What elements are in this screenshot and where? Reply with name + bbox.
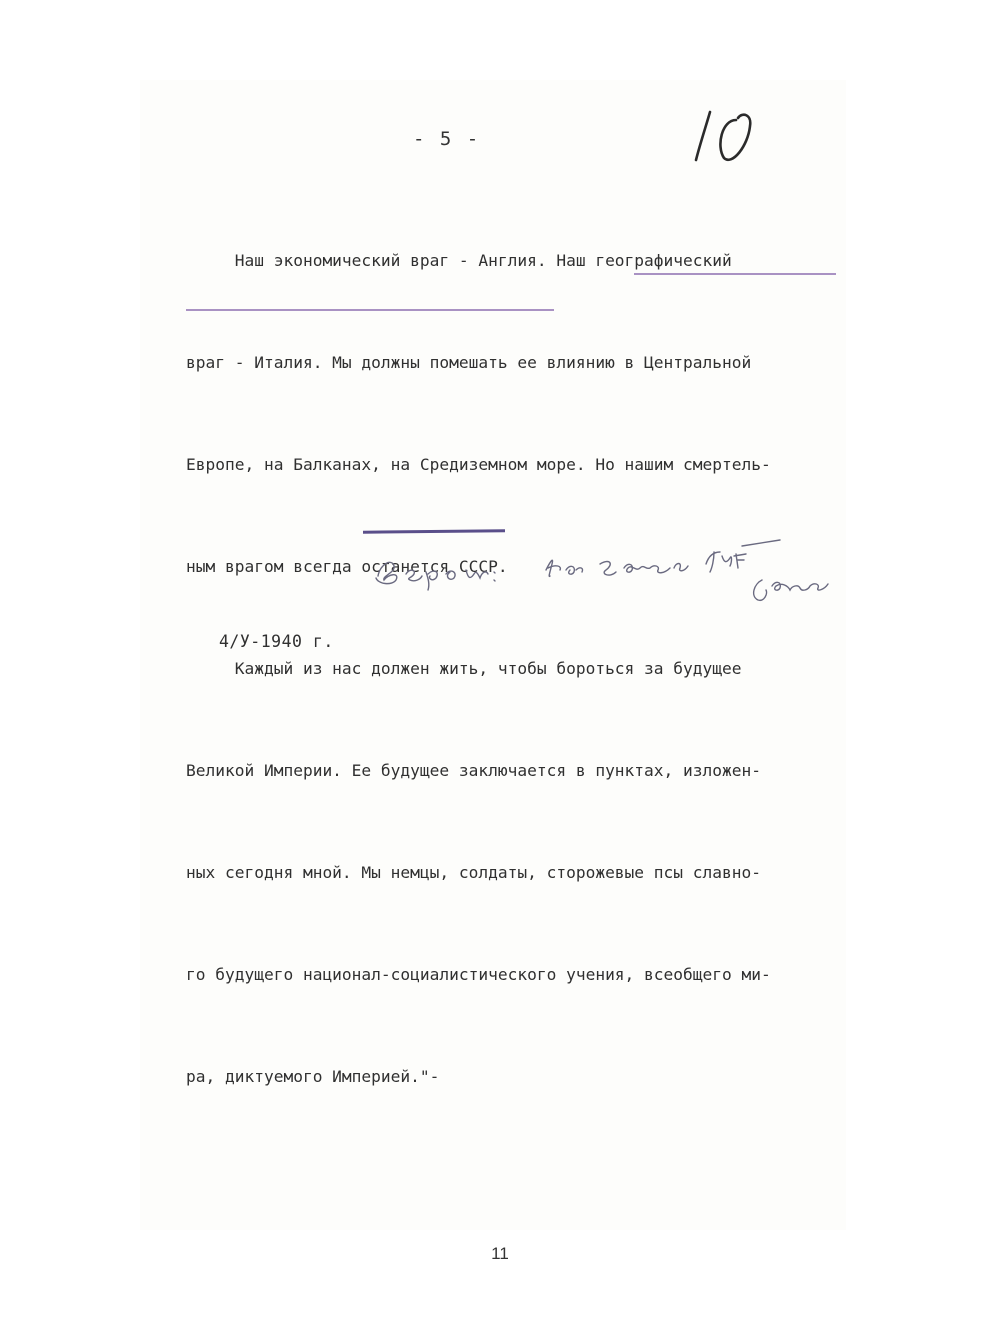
text-line: Каждый из нас должен жить, чтобы бороться за будущее [186, 659, 742, 678]
text-line: ных сегодня мной. Мы немцы, солдаты, сторожевые псы славно- [186, 863, 761, 882]
text-line: Европе, на Балканах, на Средиземном море. Но нашим смертель- [186, 455, 771, 474]
handwritten-sheet-number [692, 106, 762, 166]
document-date: 4/У-1940 г. [219, 632, 334, 651]
text-line: враг - Италия. Мы должны помешать ее влиянию в Центральной [186, 353, 752, 372]
footer-page-number: 11 [491, 1244, 509, 1263]
signature-handwriting [370, 534, 850, 614]
text-line: ра, диктуемого Империей."- [186, 1067, 440, 1086]
text-line: ным врагом всегда останется СССР. [186, 557, 508, 576]
text-line: Великой Империи. Ее будущее заключается в пунктах, изложен- [186, 761, 761, 780]
typed-page-number: - 5 - [413, 128, 481, 150]
purple-underline [634, 273, 836, 275]
text-line: го будущего национал-социалистического учения, всеобщего ми- [186, 965, 771, 984]
purple-underline [186, 309, 554, 311]
text-line: Наш экономический враг - Англия. Наш географический [186, 251, 732, 270]
document-body [186, 176, 846, 1128]
